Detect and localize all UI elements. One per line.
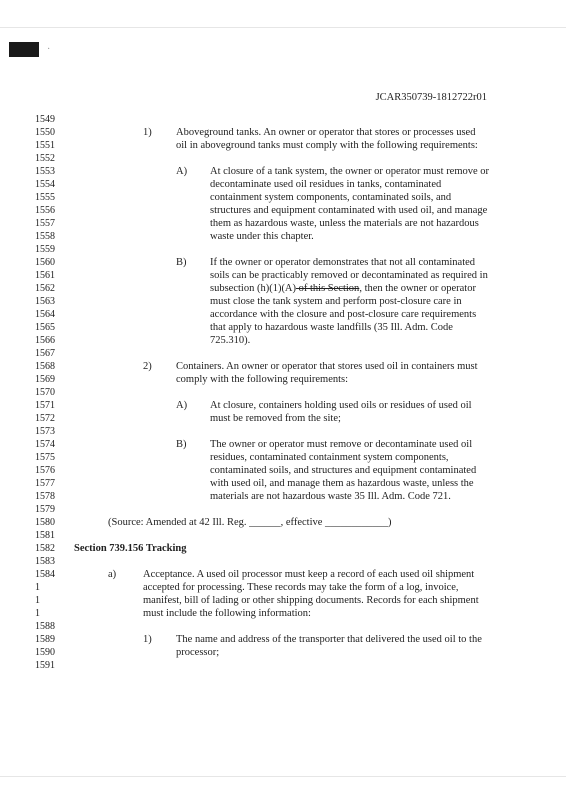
line-number: 1560: [35, 257, 55, 268]
paragraph-line: At closure, containers holding used oils or residues of used oil: [210, 400, 472, 411]
paragraph-line: containment system components, contaminated soils, and: [210, 192, 452, 203]
line-number: 1551: [35, 140, 55, 151]
paragraph-line: oil in aboveground tanks must comply with the following requirements:: [176, 140, 478, 151]
line-number: 1: [35, 595, 40, 606]
line-number: 1553: [35, 166, 55, 177]
line-number: 1576: [35, 465, 55, 476]
struck-text: of this Section: [296, 283, 360, 294]
paragraph-line: accepted for processing. These records may take the form of a log, invoice,: [143, 582, 459, 593]
line-number: 1556: [35, 205, 55, 216]
line-number: 1: [35, 582, 40, 593]
line-number: 1: [35, 608, 40, 619]
line-number: 1566: [35, 335, 55, 346]
subparagraph-letter: B): [176, 257, 187, 268]
line-number: 1555: [35, 192, 55, 203]
paragraph-line: If the owner or operator demonstrates that not all contaminated: [210, 257, 476, 268]
source-note: (Source: Amended at 42 Ill. Reg. ______, effective ____________): [108, 517, 392, 528]
subparagraph-letter: A): [176, 400, 188, 411]
line-number: 1559: [35, 244, 55, 255]
scan-artifact-mark: [9, 42, 39, 57]
subparagraph-letter: B): [176, 439, 187, 450]
line-number: 1577: [35, 478, 55, 489]
line-number: 1590: [35, 647, 55, 658]
line-number: 1578: [35, 491, 55, 502]
line-number: 1565: [35, 322, 55, 333]
line-number: 1568: [35, 361, 55, 372]
paragraph-number: 2): [143, 361, 152, 372]
paragraph-line: with used oil, and manage them as hazardous waste, unless the: [210, 478, 474, 489]
text-segment: subsection (h)(1)(A): [210, 283, 297, 294]
line-number: 1570: [35, 387, 55, 398]
line-number: 1567: [35, 348, 55, 359]
text-segment: , then the owner or operator: [359, 283, 476, 294]
paragraph-line: materials are not hazardous waste 35 Ill. Adm. Code 721.: [210, 491, 451, 502]
paragraph-line: At closure of a tank system, the owner or operator must remove or: [210, 166, 490, 177]
line-number: 1563: [35, 296, 55, 307]
line-number: 1588: [35, 621, 55, 632]
paragraph-line: must be removed from the site;: [210, 413, 341, 424]
paragraph-line: The owner or operator must remove or decontaminate used oil: [210, 439, 473, 450]
paragraph-number: 1): [143, 127, 152, 138]
paragraph-line-with-strikeout: [210, 283, 476, 294]
line-number: 1564: [35, 309, 55, 320]
paragraph-line: accordance with the closure and post-closure care requirements: [210, 309, 477, 320]
line-number: 1589: [35, 634, 55, 645]
document-id: JCAR350739-1812722r01: [375, 92, 487, 103]
paragraph-line: contaminated soils, and structures and equipment contaminated: [210, 465, 477, 476]
line-number: 1572: [35, 413, 55, 424]
paragraph-number: 1): [143, 634, 152, 645]
paragraph-line: that apply to hazardous waste landfills (35 Ill. Adm. Code: [210, 322, 453, 333]
paragraph-line: manifest, bill of lading or other shipping documents. Records for each shipment: [143, 595, 479, 606]
paragraph-line: decontaminate used oil residues in tanks, contaminated: [210, 179, 442, 190]
line-number: 1571: [35, 400, 55, 411]
paragraph-line: structures and equipment contaminated with used oil, and manage: [210, 205, 488, 216]
paragraph-line: waste under this chapter.: [210, 231, 314, 242]
scan-bottom-rule: [0, 776, 566, 777]
line-number: 1549: [35, 114, 55, 125]
line-number: 1552: [35, 153, 55, 164]
line-number: 1583: [35, 556, 55, 567]
paragraph-line: residues, contaminated containment system components,: [210, 452, 449, 463]
paragraph-line: processor;: [176, 647, 220, 658]
line-number: 1561: [35, 270, 55, 281]
paragraph-line: comply with the following requirements:: [176, 374, 349, 385]
scan-top-rule: [0, 27, 566, 28]
paragraph-number: a): [108, 569, 117, 580]
line-number: 1557: [35, 218, 55, 229]
line-number: 1581: [35, 530, 55, 541]
line-number: 1558: [35, 231, 55, 242]
line-number: 1550: [35, 127, 55, 138]
paragraph-line: them as hazardous waste, unless the materials are not hazardous: [210, 218, 479, 229]
line-number: 1582: [35, 543, 55, 554]
section-heading: Section 739.156 Tracking: [74, 543, 187, 554]
line-number: 1584: [35, 569, 55, 580]
line-number: 1554: [35, 179, 55, 190]
subparagraph-letter: A): [176, 166, 188, 177]
paragraph-line: Acceptance. A used oil processor must keep a record of each used oil shipment: [143, 569, 475, 580]
line-number: 1573: [35, 426, 55, 437]
line-number: 1574: [35, 439, 55, 450]
paragraph-line: Aboveground tanks. An owner or operator that stores or processes used: [176, 127, 476, 138]
paragraph-line: 725.310).: [210, 335, 251, 346]
paragraph-line: Containers. An owner or operator that stores used oil in containers must: [176, 361, 478, 372]
paragraph-line: soils can be practicably removed or decontaminated as required in: [210, 270, 488, 281]
line-number: 1575: [35, 452, 55, 463]
line-number: 1569: [35, 374, 55, 385]
paragraph-line: The name and address of the transporter that delivered the used oil to the: [176, 634, 482, 645]
line-number: 1580: [35, 517, 55, 528]
paragraph-line: must include the following information:: [143, 608, 311, 619]
line-number: 1591: [35, 660, 55, 671]
scan-artifact-speck: ·: [47, 44, 51, 55]
line-number: 1562: [35, 283, 55, 294]
paragraph-line: must close the tank system and perform post-closure care in: [210, 296, 462, 307]
line-number: 1579: [35, 504, 55, 515]
